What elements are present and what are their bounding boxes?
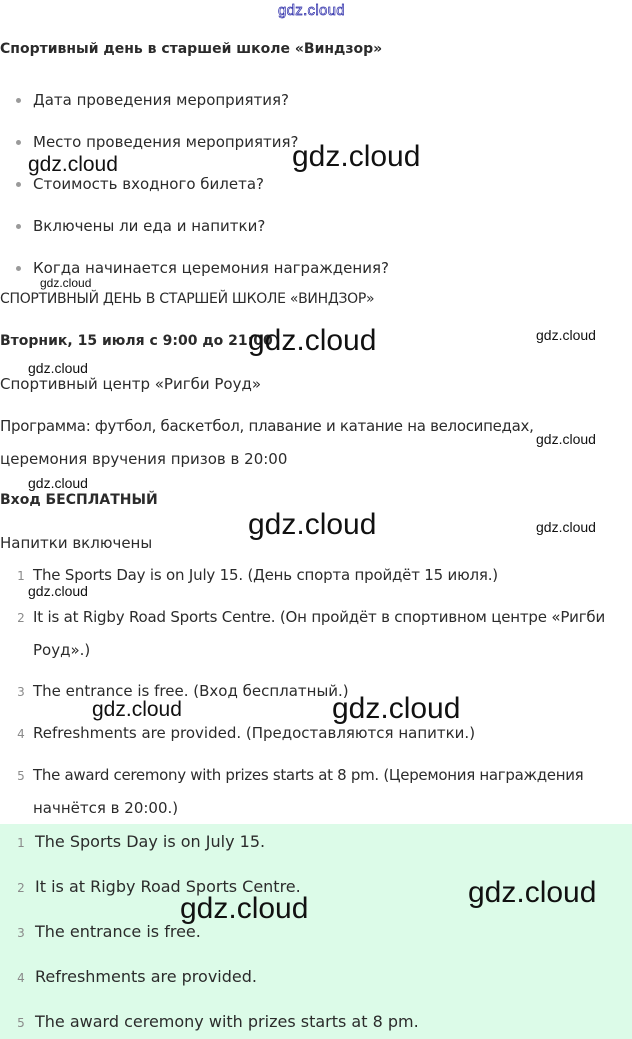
answer-translated-cont: начнётся в 20:00.) — [33, 799, 179, 817]
watermark: gdz.cloud — [248, 324, 377, 357]
question-item: Когда начинается церемония награждения? — [33, 259, 389, 277]
bullet-icon — [16, 182, 21, 187]
poster-drinks: Напитки включены — [0, 534, 153, 552]
answer-translated-item: The entrance is free. (Вход бесплатный.) — [33, 682, 349, 700]
bullet-icon — [16, 266, 21, 271]
list-number: 1 — [17, 836, 25, 850]
list-number: 4 — [17, 727, 25, 741]
list-number: 5 — [17, 1016, 25, 1030]
question-item: Место проведения мероприятия? — [33, 133, 299, 151]
poster-program-cont: церемония вручения призов в 20:00 — [0, 450, 288, 468]
poster-date: Вторник, 15 июля с 9:00 до 21:00 — [0, 333, 273, 349]
list-number: 5 — [17, 769, 25, 783]
poster-program: Программа: футбол, баскетбол, плавание и катание на велосипедах, — [0, 417, 534, 435]
notes-title: Спортивный день в старшей школе «Виндзор» — [0, 41, 383, 57]
answer-translated-cont: Роуд».) — [33, 641, 91, 659]
answer-item: The award ceremony with prizes starts at 8 pm. — [35, 1012, 419, 1031]
watermark: gdz.cloud — [40, 276, 92, 290]
answer-item: The Sports Day is on July 15. — [35, 832, 266, 851]
poster-entrance: Вход БЕСПЛАТНЫЙ — [0, 492, 158, 508]
answer-translated-item: The award ceremony with prizes starts at 8 pm. (Церемония награждения — [33, 766, 584, 784]
bullet-icon — [16, 98, 21, 103]
watermark: gdz.cloud — [28, 583, 88, 599]
bullet-icon — [16, 140, 21, 145]
watermark: gdz.cloud — [292, 140, 421, 173]
watermark: gdz.cloud — [180, 892, 309, 925]
watermark: gdz.cloud — [248, 508, 377, 541]
watermark: gdz.cloud — [28, 475, 88, 491]
question-item: Включены ли еда и напитки? — [33, 217, 266, 235]
list-number: 4 — [17, 971, 25, 985]
answer-item: It is at Rigby Road Sports Centre. — [35, 877, 301, 896]
question-item: Дата проведения мероприятия? — [33, 91, 289, 109]
list-number: 1 — [17, 569, 25, 583]
answer-item: The entrance is free. — [35, 922, 201, 941]
answer-translated-item: The Sports Day is on July 15. (День спорта пройдёт 15 июля.) — [33, 566, 498, 584]
list-number: 3 — [17, 685, 25, 699]
watermark: gdz.cloud — [536, 327, 596, 343]
poster-heading: СПОРТИВНЫЙ ДЕНЬ В СТАРШЕЙ ШКОЛЕ «ВИНДЗОР» — [0, 291, 375, 307]
bullet-icon — [16, 224, 21, 229]
watermark: gdz.cloud — [28, 153, 118, 176]
answer-translated-item: It is at Rigby Road Sports Centre. (Он пройдёт в спортивном центре «Ригби — [33, 608, 605, 626]
watermark: gdz.cloud — [536, 431, 596, 447]
watermark-top: gdz.cloud — [278, 2, 345, 19]
list-number: 2 — [17, 881, 25, 895]
watermark: gdz.cloud — [536, 519, 596, 535]
question-item: Стоимость входного билета? — [33, 175, 265, 193]
list-number: 2 — [17, 611, 25, 625]
answer-box — [0, 824, 632, 1039]
poster-venue: Спортивный центр «Ригби Роуд» — [0, 375, 262, 393]
watermark: gdz.cloud — [28, 360, 88, 376]
watermark: gdz.cloud — [468, 876, 597, 909]
answer-item: Refreshments are provided. — [35, 967, 257, 986]
watermark: gdz.cloud — [92, 698, 182, 721]
list-number: 3 — [17, 926, 25, 940]
watermark: gdz.cloud — [332, 692, 461, 725]
answer-translated-item: Refreshments are provided. (Предоставляются напитки.) — [33, 724, 476, 742]
